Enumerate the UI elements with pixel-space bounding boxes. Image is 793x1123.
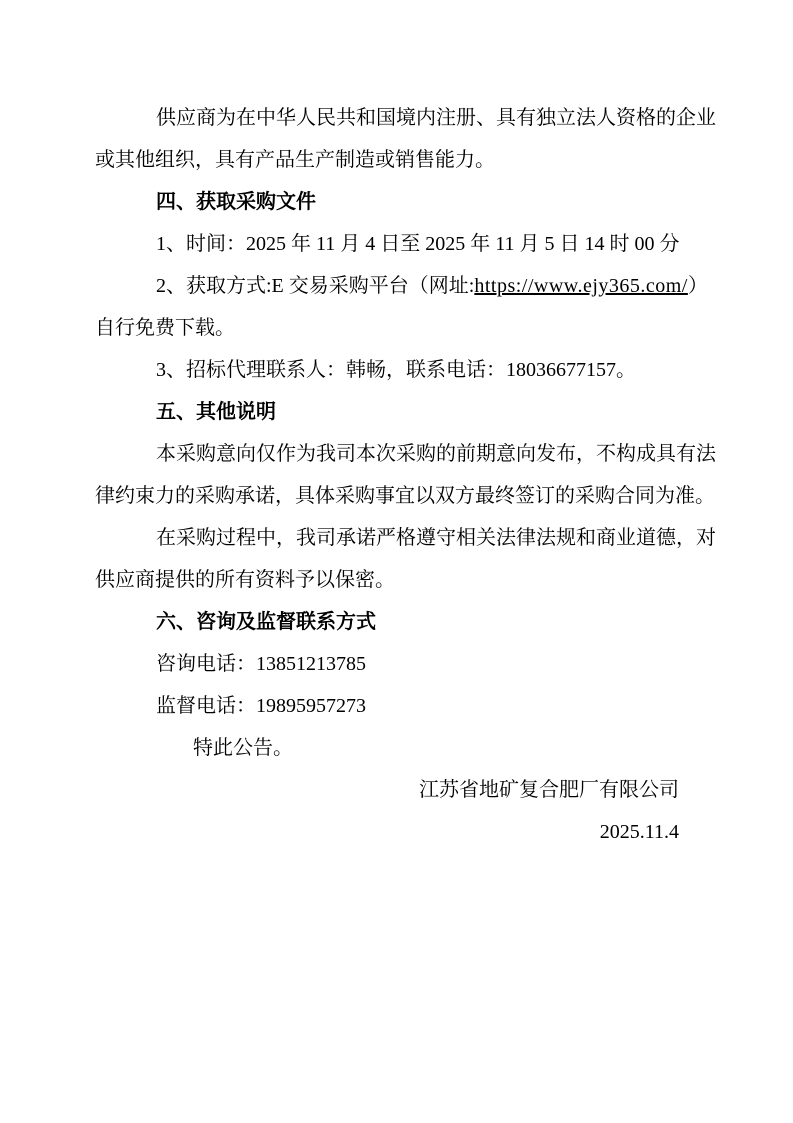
method-item-suffix: ）: [687, 275, 708, 297]
consult-phone-line: 咨询电话：13851213785: [156, 653, 366, 675]
method-item-prefix: 2、获取方式:E 交易采购平台（网址:: [156, 275, 475, 297]
document-body: [95, 97, 716, 853]
closing-statement: 特此公告。: [193, 737, 293, 759]
section-4-heading: 四、获取采购文件: [156, 191, 316, 213]
intro-paragraph-line-2: 或其他组织，具有产品生产制造或销售能力。: [95, 149, 495, 171]
method-item: [95, 265, 708, 307]
signature-company: 江苏省地矿复合肥厂有限公司: [419, 779, 679, 801]
disclaimer-paragraph-line-2: 律约束力的采购承诺，具体采购事宜以双方最终签订的采购合同为准。: [95, 485, 715, 507]
disclaimer-paragraph-line-1: 本采购意向仅作为我司本次采购的前期意向发布，不构成具有法: [156, 443, 716, 465]
signature-date: 2025.11.4: [599, 821, 679, 843]
procurement-platform-url-link[interactable]: https://www.ejy365.com/: [474, 275, 688, 297]
supervise-phone-line: 监督电话：19895957273: [156, 695, 366, 717]
intro-paragraph-line-1: 供应商为在中华人民共和国境内注册、具有独立法人资格的企业: [156, 107, 716, 129]
time-item: 1、时间：2025 年 11 月 4 日至 2025 年 11 月 5 日 14 时 00 分: [156, 233, 680, 255]
agent-contact-item: 3、招标代理联系人：韩畅，联系电话：18036677157。: [156, 359, 636, 381]
section-5-heading: 五、其他说明: [156, 401, 276, 423]
method-item-continuation: 自行免费下载。: [95, 317, 235, 339]
confidentiality-paragraph-line-2: 供应商提供的所有资料予以保密。: [95, 569, 395, 591]
section-6-heading: 六、咨询及监督联系方式: [156, 611, 376, 633]
confidentiality-paragraph-line-1: 在采购过程中，我司承诺严格遵守相关法律法规和商业道德，对: [156, 527, 716, 549]
